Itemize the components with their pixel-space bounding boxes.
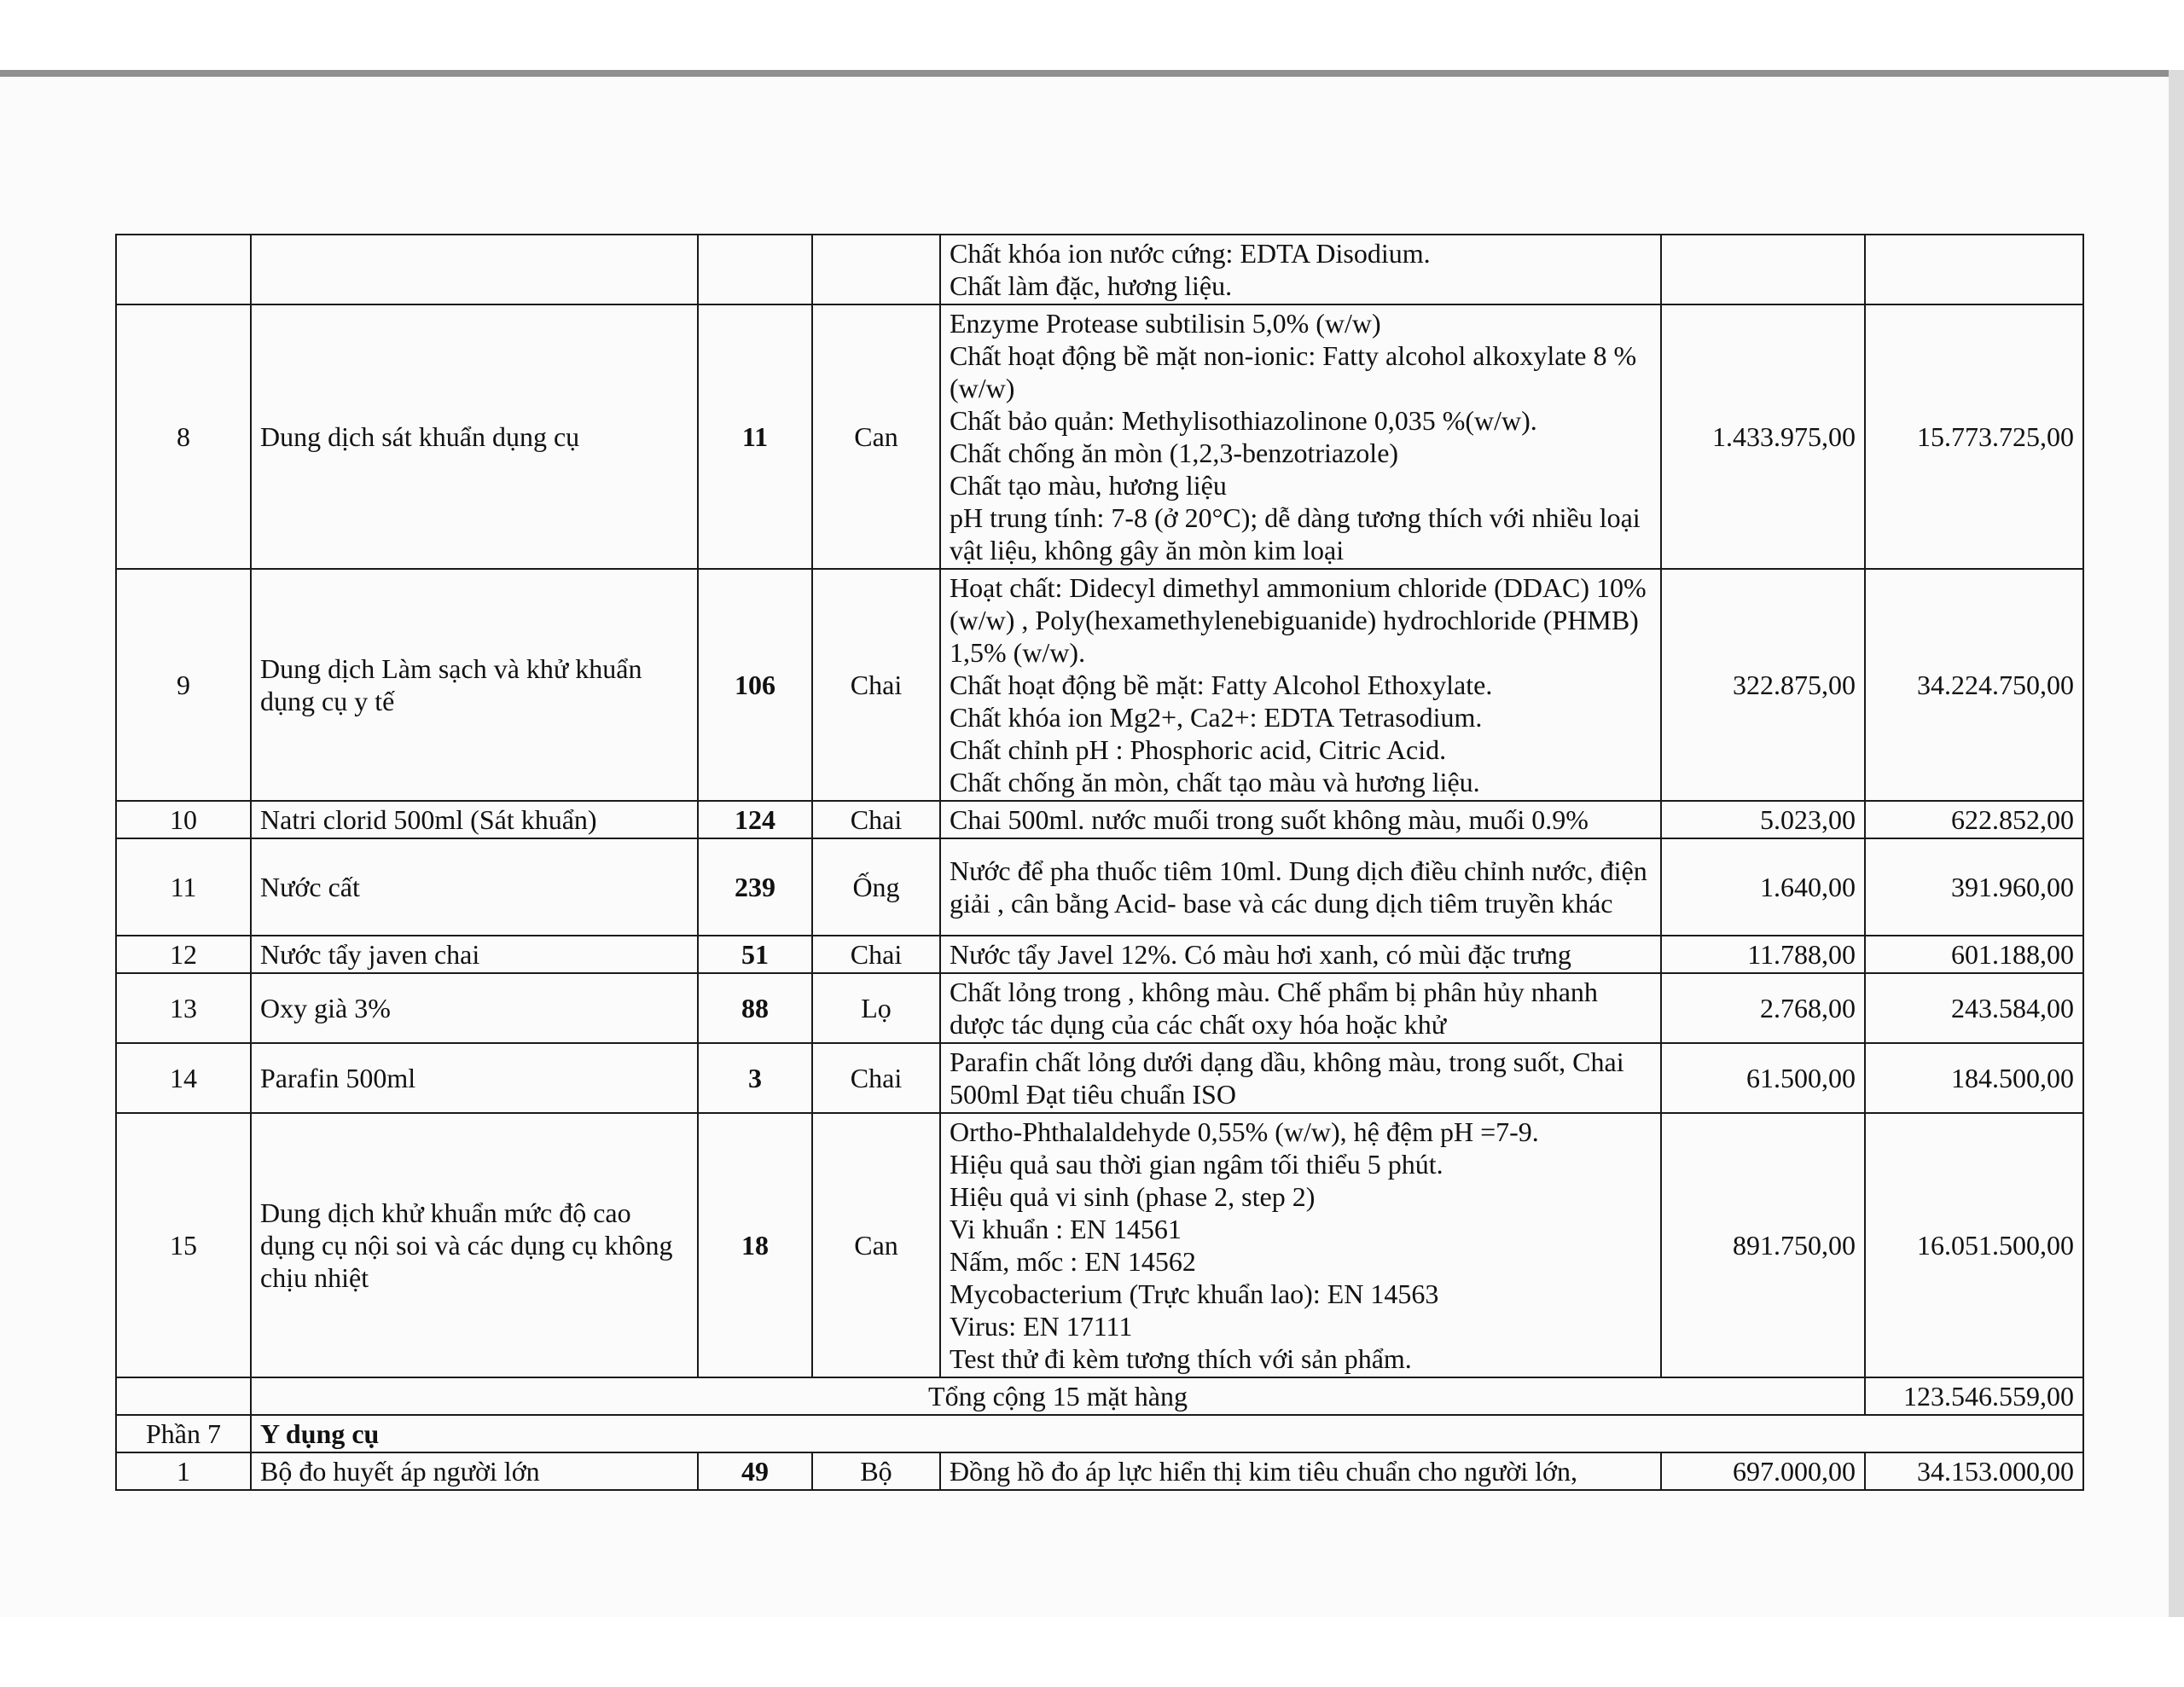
item-specification — [940, 304, 1661, 569]
specification-line: Ortho-Phthalaldehyde 0,55% (w/w), hệ đệm pH =7-9. — [950, 1116, 1539, 1147]
line-total: 34.224.750,00 — [1865, 569, 2083, 801]
table-row — [116, 838, 2083, 936]
section-title: Y dụng cụ — [251, 1415, 2083, 1452]
specification-line: Chất lỏng trong , không màu. Chế phẩm bị phân hủy nhanh dược tác dụng của các chất oxy hóa hoặc khử — [950, 977, 1598, 1040]
table-body — [116, 235, 2083, 1490]
specification-line: Chất hoạt động bề mặt: Fatty Alcohol Ethoxylate. — [950, 670, 1493, 700]
specification-line: Enzyme Protease subtilisin 5,0% (w/w) — [950, 308, 1381, 339]
item-name: Natri clorid 500ml (Sát khuẩn) — [251, 801, 698, 838]
line-total: 391.960,00 — [1865, 838, 2083, 936]
specification-line: Nấm, mốc : EN 14562 — [950, 1246, 1196, 1277]
specification-line: Chất khóa ion Mg2+, Ca2+: EDTA Tetrasodium. — [950, 702, 1483, 733]
specification-line: Chất bảo quản: Methylisothiazolinone 0,035 %(w/w). — [950, 405, 1537, 436]
item-name: Oxy già 3% — [251, 973, 698, 1043]
specification-line: Nước tẩy Javel 12%. Có màu hơi xanh, có mùi đặc trưng — [950, 939, 1571, 970]
table-row — [116, 1113, 2083, 1377]
table-row — [116, 235, 2083, 304]
item-unit: Bộ — [812, 1452, 940, 1490]
specification-line: Hiệu quả vi sinh (phase 2, step 2) — [950, 1181, 1316, 1212]
item-number: 1 — [116, 1452, 251, 1490]
item-specification — [940, 973, 1661, 1043]
specification-line: Test thử đi kèm tương thích với sản phẩm. — [950, 1343, 1412, 1374]
item-specification — [940, 1043, 1661, 1113]
item-unit: Can — [812, 304, 940, 569]
item-unit: Chai — [812, 801, 940, 838]
item-specification — [940, 936, 1661, 973]
scan-top-edge — [0, 70, 2184, 77]
unit-price: 697.000,00 — [1661, 1452, 1865, 1490]
specification-line: Chất chống ăn mòn, chất tạo màu và hương liệu. — [950, 767, 1480, 797]
item-unit: Lọ — [812, 973, 940, 1043]
item-number: 12 — [116, 936, 251, 973]
specification-line: Chất chống ăn mòn (1,2,3-benzotriazole) — [950, 438, 1399, 468]
item-number: 8 — [116, 304, 251, 569]
unit-price: 5.023,00 — [1661, 801, 1865, 838]
scan-right-edge — [2169, 70, 2184, 1617]
summary-label: Tổng cộng 15 mặt hàng — [251, 1377, 1865, 1415]
item-number: 9 — [116, 569, 251, 801]
specification-line: Mycobacterium (Trực khuẩn lao): EN 14563 — [950, 1278, 1439, 1309]
specification-line: Chất làm đặc, hương liệu. — [950, 270, 1233, 301]
scan-top-margin — [0, 0, 2184, 70]
specification-line: Nước để pha thuốc tiêm 10ml. Dung dịch điều chỉnh nước, điện giải , cân bằng Acid- base và các dung dịch tiêm truyền khác — [950, 855, 1647, 919]
unit-price: 11.788,00 — [1661, 936, 1865, 973]
line-total: 601.188,00 — [1865, 936, 2083, 973]
summary-total: 123.546.559,00 — [1865, 1377, 2083, 1415]
line-total: 34.153.000,00 — [1865, 1452, 2083, 1490]
item-number: 10 — [116, 801, 251, 838]
procurement-table — [115, 234, 2084, 1491]
item-number: 13 — [116, 973, 251, 1043]
unit-price: 322.875,00 — [1661, 569, 1865, 801]
item-name — [251, 235, 698, 304]
specification-line: Parafin chất lỏng dưới dạng dầu, không màu, trong suốt, Chai 500ml Đạt tiêu chuẩn ISO — [950, 1046, 1624, 1110]
line-total: 184.500,00 — [1865, 1043, 2083, 1113]
item-quantity: 124 — [698, 801, 812, 838]
unit-price: 61.500,00 — [1661, 1043, 1865, 1113]
item-quantity: 11 — [698, 304, 812, 569]
item-unit: Can — [812, 1113, 940, 1377]
item-name: Bộ đo huyết áp người lớn — [251, 1452, 698, 1490]
specification-line: Chất hoạt động bề mặt non-ionic: Fatty alcohol alkoxylate 8 %(w/w) — [950, 340, 1637, 403]
specification-line: Đồng hồ đo áp lực hiển thị kim tiêu chuẩn cho người lớn, — [950, 1456, 1577, 1487]
item-unit: Chai — [812, 1043, 940, 1113]
item-number: 14 — [116, 1043, 251, 1113]
item-specification — [940, 1452, 1661, 1490]
item-quantity: 88 — [698, 973, 812, 1043]
specification-line: Chai 500ml. nước muối trong suốt không màu, muối 0.9% — [950, 804, 1589, 835]
unit-price: 891.750,00 — [1661, 1113, 1865, 1377]
item-name: Nước cất — [251, 838, 698, 936]
item-specification — [940, 801, 1661, 838]
summary-blank — [116, 1377, 251, 1415]
item-quantity: 49 — [698, 1452, 812, 1490]
specification-line: pH trung tính: 7-8 (ở 20°C); dễ dàng tương thích với nhiều loại vật liệu, không gây ăn mòn kim loại — [950, 502, 1641, 565]
specification-line: Chất khóa ion nước cứng: EDTA Disodium. — [950, 238, 1431, 269]
item-specification — [940, 569, 1661, 801]
unit-price — [1661, 235, 1865, 304]
table-row — [116, 1043, 2083, 1113]
item-name: Nước tẩy javen chai — [251, 936, 698, 973]
item-specification — [940, 838, 1661, 936]
summary-row — [116, 1377, 2083, 1415]
specification-line: Chất chỉnh pH : Phosphoric acid, Citric Acid. — [950, 734, 1447, 765]
unit-price: 1.433.975,00 — [1661, 304, 1865, 569]
line-total: 243.584,00 — [1865, 973, 2083, 1043]
item-name: Dung dịch sát khuẩn dụng cụ — [251, 304, 698, 569]
item-quantity: 51 — [698, 936, 812, 973]
line-total: 622.852,00 — [1865, 801, 2083, 838]
specification-line: Hoạt chất: Didecyl dimethyl ammonium chloride (DDAC) 10% (w/w) , Poly(hexamethylenebiguanide) hydrochloride (PHMB) 1,5% (w/w). — [950, 572, 1647, 668]
item-quantity — [698, 235, 812, 304]
specification-line: Vi khuẩn : EN 14561 — [950, 1214, 1182, 1244]
item-unit — [812, 235, 940, 304]
line-total: 16.051.500,00 — [1865, 1113, 2083, 1377]
section-header-row — [116, 1415, 2083, 1452]
specification-line: Chất tạo màu, hương liệu — [950, 470, 1227, 501]
table-row — [116, 801, 2083, 838]
item-name: Dung dịch Làm sạch và khử khuẩn dụng cụ y tế — [251, 569, 698, 801]
line-total: 15.773.725,00 — [1865, 304, 2083, 569]
scan-bottom-margin — [0, 1617, 2184, 1687]
item-number: 11 — [116, 838, 251, 936]
item-name: Parafin 500ml — [251, 1043, 698, 1113]
table-row — [116, 569, 2083, 801]
item-unit: Chai — [812, 936, 940, 973]
item-quantity: 239 — [698, 838, 812, 936]
table-row — [116, 973, 2083, 1043]
item-unit: Chai — [812, 569, 940, 801]
item-number: 15 — [116, 1113, 251, 1377]
item-number — [116, 235, 251, 304]
table-row — [116, 936, 2083, 973]
item-quantity: 3 — [698, 1043, 812, 1113]
specification-line: Hiệu quả sau thời gian ngâm tối thiểu 5 phút. — [950, 1149, 1443, 1180]
section-code: Phần 7 — [116, 1415, 251, 1452]
unit-price: 2.768,00 — [1661, 973, 1865, 1043]
table-row — [116, 304, 2083, 569]
item-quantity: 18 — [698, 1113, 812, 1377]
line-total — [1865, 235, 2083, 304]
table-row — [116, 1452, 2083, 1490]
item-unit: Ống — [812, 838, 940, 936]
specification-line: Virus: EN 17111 — [950, 1311, 1133, 1342]
item-specification — [940, 1113, 1661, 1377]
unit-price: 1.640,00 — [1661, 838, 1865, 936]
item-quantity: 106 — [698, 569, 812, 801]
item-specification — [940, 235, 1661, 304]
item-name: Dung dịch khử khuẩn mức độ cao dụng cụ nội soi và các dụng cụ không chịu nhiệt — [251, 1113, 698, 1377]
